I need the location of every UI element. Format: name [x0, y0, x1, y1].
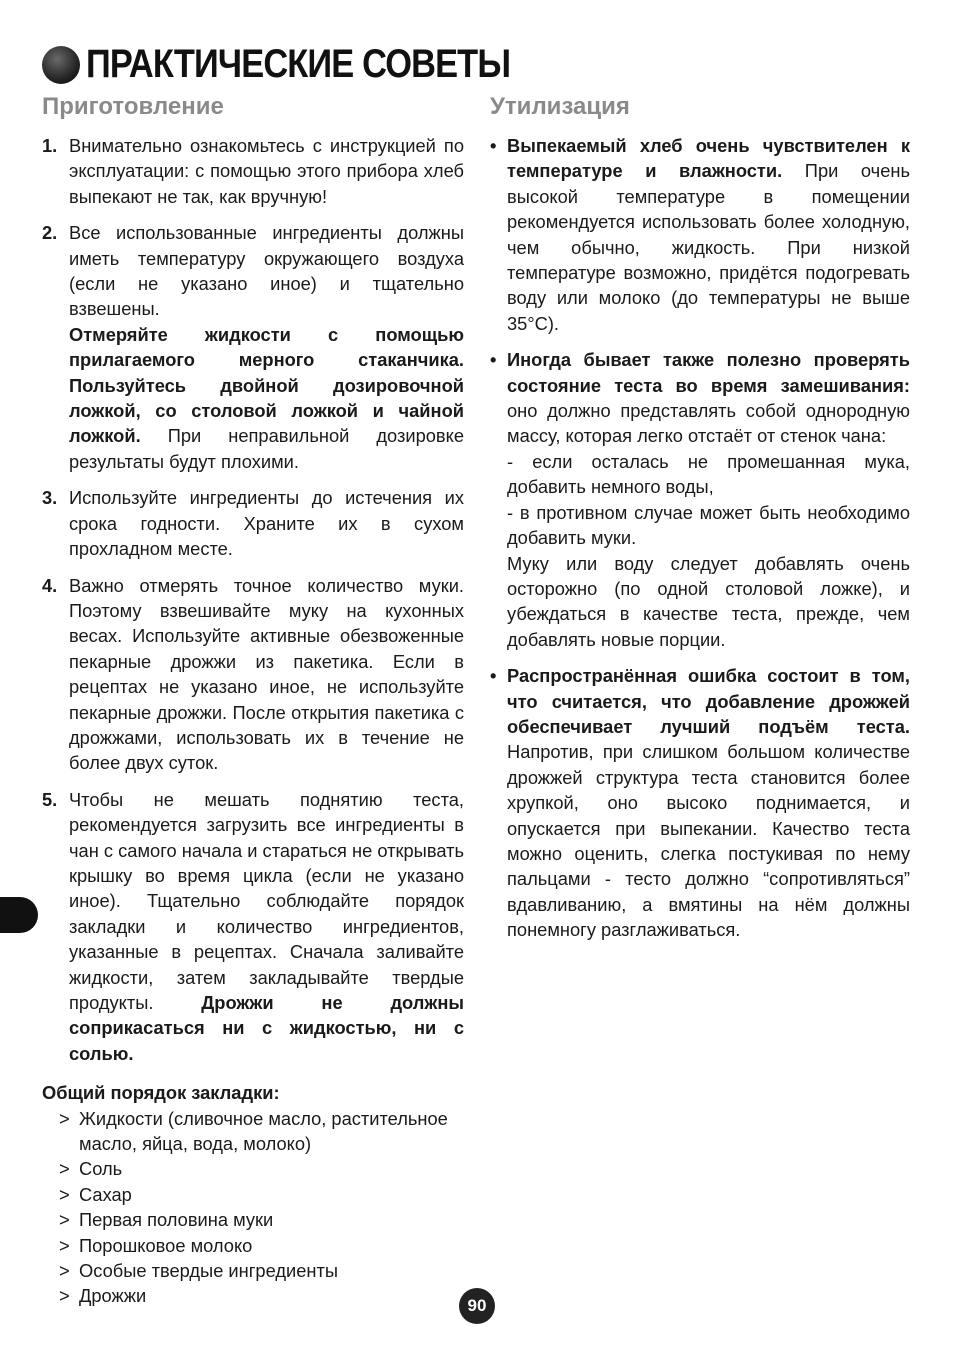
item-text: оно должно представлять собой однородную массу, которая легко отстаёт от стенок чана: [507, 400, 910, 447]
item-bold-text: Выпекаемый хлеб очень чувствителен к температуре и влажности. [507, 135, 910, 182]
arrow-marker-icon: > [59, 1107, 70, 1129]
item-bold-text: Иногда бывает также полезно проверять состояние теста во время замешивания: [507, 349, 910, 396]
numbered-item [42, 787, 464, 1066]
numbered-item [42, 573, 464, 776]
section-heading-preparation: Приготовление [42, 93, 224, 120]
list-item [42, 1283, 464, 1308]
list-item-text: Сахар [79, 1183, 132, 1205]
item-number: 5. [42, 788, 58, 810]
item-text: При очень высокой температуре в помещении рекомендуется использовать более холодную, чем обычно, жидкость. При низкой температуре возможно, придётся подогревать воду или молоко (до температуры не выше 35°С). [507, 160, 910, 334]
list-item [42, 1156, 464, 1181]
numbered-item [42, 133, 464, 209]
page-header [42, 42, 579, 87]
bullet-circle-icon [42, 46, 80, 84]
list-item-text: Особые твердые ингредиенты [79, 1260, 338, 1282]
list-item-text: Дрожжи [79, 1285, 147, 1307]
loading-order-list [42, 1106, 464, 1309]
item-text: Внимательно ознакомьтесь с инструкцией по эксплуатации: с помощью этого прибора хлеб выпекают не так, как вручную! [69, 135, 464, 207]
list-item-text: Жидкости (сливочное масло, растительное масло, яйца, вода, молоко) [79, 1107, 448, 1155]
numbered-item [42, 485, 464, 561]
right-column [490, 133, 910, 954]
item-text: Используйте ингредиенты до истечения их срока годности. Храните их в сухом прохладном месте. [69, 487, 464, 560]
loading-order-title: Общий порядок закладки: [42, 1082, 280, 1104]
bullet-icon: • [490, 349, 497, 371]
item-bold-text: Отмеряйте жидкости с помощью прилагаемого мерного стаканчика. Пользуйтесь двойной дозировочной ложкой, со столовой ложкой и чайной ложкой. [69, 323, 464, 447]
section-heading-disposal: Утилизация [490, 93, 630, 120]
bullet-icon: • [490, 665, 497, 687]
item-text: Все использованные ингредиенты должны иметь температуру окружающего воздуха (если не указано иное) и тщательно взвешены. [69, 222, 464, 320]
bullet-item [490, 663, 910, 942]
item-bold-text: Распространённая ошибка состоит в том, что считается, что добавление дрожжей обеспечивает лучший подъём теста. [507, 665, 910, 737]
item-number: 4. [42, 574, 58, 596]
side-section-tab [0, 897, 38, 933]
item-text: Муку или воду следует добавлять очень осторожно (по одной столовой ложке), и убеждаться в качестве теста, прежде, чем добавлять новые порции. [507, 552, 910, 650]
item-number: 1. [42, 135, 58, 156]
item-number: 2. [42, 222, 58, 244]
item-text: Напротив, при слишком большом количестве дрожжей структура теста становится более хрупкой, оно высоко поднимается, и опускается при выпекании. Качество теста можно оценить, слегка постукивая по нему пальцами - тесто должно “сопротивляться” вдавливанию, а вмятины на нём должны понемногу разглаживаться. [507, 741, 910, 941]
item-bold-text: Дрожжи не должны соприкасаться ни с жидкостью, ни с солью. [69, 992, 464, 1064]
left-column [42, 133, 464, 1309]
list-item-text: Порошковое молоко [79, 1234, 253, 1256]
list-item-text: Соль [79, 1158, 123, 1180]
list-item-text: Первая половина муки [79, 1209, 274, 1231]
arrow-marker-icon: > [59, 1158, 70, 1180]
list-item [42, 1182, 464, 1207]
item-text: Важно отмерять точное количество муки. Поэтому взвешивайте муку на кухонных весах. Используйте активные обезвоженные пекарные дрожжи из пакетика. Если в рецептах не указано иное, не используйте пекарные дрожжи. После открытия пакетика с дрожжами, использовать их в течение не более двух суток. [69, 574, 464, 774]
bullet-icon: • [490, 135, 497, 156]
list-item [42, 1233, 464, 1258]
item-text: - в противном случае может быть необходимо добавить муки. [507, 501, 910, 549]
page-number-badge: 90 [459, 1288, 495, 1324]
list-item [42, 1207, 464, 1232]
item-number: 3. [42, 487, 58, 509]
arrow-marker-icon: > [59, 1260, 70, 1282]
bullet-item [490, 133, 910, 336]
item-text: - если осталась не промешанная мука, добавить немного воды, [507, 450, 910, 498]
bullet-item [490, 347, 910, 652]
arrow-marker-icon: > [59, 1183, 70, 1205]
page-title: ПРАКТИЧЕСКИЕ СОВЕТЫ [86, 42, 511, 86]
item-text: Чтобы не мешать поднятию теста, рекомендуется загрузить все ингредиенты в чан с самого начала и стараться не открывать крышку во время цикла (если не указано иное). Тщательно соблюдайте порядок закладки и количество ингредиентов, указанные в рецептах. Сначала заливайте жидкости, затем закладывайте твердые продукты. [69, 788, 464, 1013]
list-item [42, 1258, 464, 1283]
list-item [42, 1106, 464, 1157]
arrow-marker-icon: > [59, 1209, 70, 1231]
arrow-marker-icon: > [59, 1285, 70, 1307]
arrow-marker-icon: > [59, 1234, 70, 1256]
numbered-item [42, 220, 464, 474]
item-text: При неправильной дозировке результаты будут плохими. [69, 425, 464, 472]
